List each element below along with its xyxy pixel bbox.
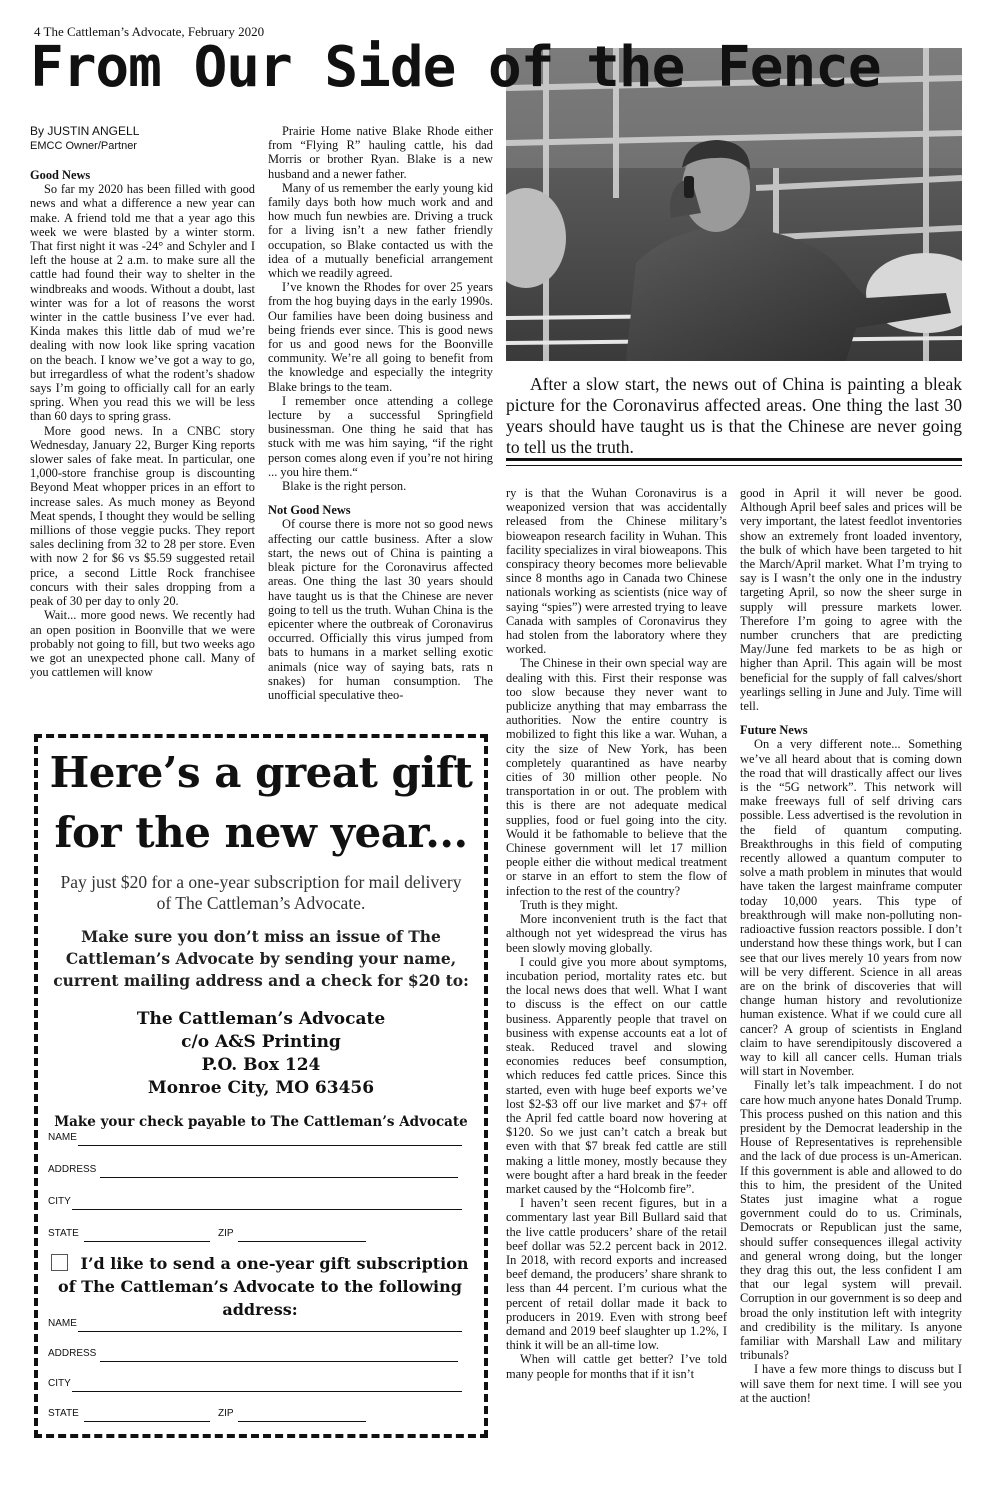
state-label: STATE <box>48 1228 79 1239</box>
paragraph: I remember once attending a college lecture by a successful Springfield businessman. One thing he said that has stuck with me was him saying, “if the right person comes along even if you’re not hiring ... you hire them.“ <box>268 393 493 479</box>
section-heading-not-good-news: Not Good News <box>268 503 351 518</box>
address-line-2: c/o A&S Printing <box>181 1032 341 1052</box>
ad-headline-line-2: for the new year... <box>54 808 468 857</box>
address-line <box>100 1177 458 1178</box>
caption-rule-thin <box>506 465 962 466</box>
ad-subheading: Pay just $20 for a one-year subscription for mail delivery of The Cattleman’s Advocate. <box>60 872 462 913</box>
gift-name-line <box>78 1331 462 1332</box>
ad-instructions: Make sure you don’t miss an issue of The Cattleman’s Advocate by sending your name, current mailing address and a check for $20 to: <box>53 927 469 990</box>
gift-state-label: STATE <box>48 1408 79 1419</box>
paragraph: I have a few more things to discuss but I will save them for next time. I will see you at the auction! <box>740 1362 962 1405</box>
paragraph: I could give you more about symptoms, incubation period, mortality rates etc. but the local news does that well. What I want to discuss is the effect on our cattle business. Apparently people that travel on business with expense accounts eat a lot of steak. Reduced travel and slowing economies reduces beef consumption, which reduces fed cattle prices. Since this started, even with huge beef exports we’ve lost $2-$3 off our live market and $7+ off the April fed cattle board now hovering at $120. So we just can’t catch a break but even with that $7 break fed cattle are still making a little money, mostly because they were bought after a hard break in the feeder market caused by the “Holcomb fire”. <box>506 954 727 1196</box>
paragraph: So far my 2020 has been filled with good news and what a difference a new year can make. A friend told me that a year ago this week we were blasted by a winter storm. That first night it was -24° and Schyler and I left the house at 2 a.m. to make sure all the cattle had found their way to shelter in the windbreaks and woods. Without a doubt, last winter was for a lot of reasons the worst winter in the cattle business I’ve ever had. Kinda makes this little dab of mud we’re dealing with now look like spring vacation on the beach. I know we’ve got a way to go, but irregardless of what the rodent’s shadow says I’m going to officially call for an early spring. When you read this we will be less than 60 days to spring grass. <box>30 182 255 424</box>
page-folio: 4 The Cattleman’s Advocate, February 2020 <box>34 24 265 39</box>
article-column-4 <box>740 486 962 1405</box>
paragraph: When will cattle get better? I’ve told many people for months that if it isn’t <box>506 1352 727 1381</box>
address-line-1: The Cattleman’s Advocate <box>136 1009 386 1029</box>
gift-checkbox[interactable] <box>51 1254 68 1271</box>
city-label: CITY <box>48 1196 71 1207</box>
paragraph: Many of us remember the early young kid family days both how much work and and how much fun newbies are. Driving a truck for a living isn’t a new father friendly occupation, so Blake contacted us with the idea of a mutually beneficial arrangement which we readily agreed. <box>268 180 493 281</box>
name-field[interactable] <box>48 1132 472 1148</box>
paragraph: ry is that the Wuhan Coronavirus is a weaponized version that was accidentally released from the Chinese military’s bioweapon research facility in Wuhan. This facility specializes in viral bioweapons. This conspiracy theory becomes more believable since 8 months ago in Canada two Chinese nationals working as scientists (nice way of saying “spies”) were arrested trying to leave Canada with samples of Coronavirus they had stolen from the laboratory where they worked. <box>506 486 727 657</box>
article-column-3 <box>506 486 727 1381</box>
photo-caption: After a slow start, the news out of China is painting a bleak picture for the Coronavirus affected areas. One thing the last 30 years should have taught us is that the Chinese are never going to tell us the truth. <box>506 374 962 457</box>
paragraph: I haven’t seen recent figures, but in a commentary last year Bill Bullard said that the live cattle producers’ share of the retail beef dollar was 52.2 percent back in 2012. In 2018, with record exports and increased beef demand, the producers’ share shrank to less than 44 percent. I’m curious what the percent of retail dollar made it back to producers in 2019. Even with strong beef demand and 2019 beef slaughter up 1.2%, I think it will be an all-time low. <box>506 1196 727 1353</box>
subscription-ad <box>34 734 488 1438</box>
gift-address-line <box>100 1361 458 1362</box>
state-line <box>84 1241 210 1242</box>
gift-line-2: of The Cattleman’s Advocate to the following address: <box>58 1277 462 1319</box>
payable-note: Make your check payable to The Cattleman’s Advocate <box>54 1114 468 1130</box>
zip-line <box>238 1241 366 1242</box>
paragraph: I’ve known the Rhodes for over 25 years from the hog buying days in the early 1990s. Our families have been doing business and being friends ever since. This is good news for us and good news for the Boonville community. We’re all going to benefit from the knowledge and especially the integrity Blake brings to the team. <box>268 280 493 394</box>
city-line <box>72 1209 462 1210</box>
city-field[interactable] <box>48 1196 472 1212</box>
article-column-1 <box>30 124 255 679</box>
headline: From Our Side of the Fence <box>30 35 881 100</box>
gift-address-label: ADDRESS <box>48 1348 97 1359</box>
address-field[interactable] <box>48 1164 472 1180</box>
paragraph: Prairie Home native Blake Rhode either from “Flying R” hauling cattle, his dad Morris or brother Ryan. Blake is a new husband and a newer father. <box>268 124 493 181</box>
address-label: ADDRESS <box>48 1164 97 1175</box>
gift-subscription-option[interactable] <box>48 1252 472 1321</box>
gift-name-field[interactable] <box>48 1318 472 1334</box>
byline-author: By JUSTIN ANGELL <box>30 124 140 138</box>
gift-city-line <box>72 1391 462 1392</box>
paragraph: On a very different note... Something we’ve all heard about that is coming down the road that will drastically affect our lives is the “5G network”. This network will make freeways full of self driving cars possible. Less advertised is the revolution in the field of quantum computing. Breakthroughs in this field of computing recently allowed a quantum computer to solve a math problem in minutes that would have taken the largest mainframe computer today 10,000 years. This type of breakthrough will make non-polluting non-radioactive fussion reactors possible. I don’t understand how these things work, but I can see that our lives merely 10 years from now will be very different. Science in all areas are on the brink of discoveries that will change human history and revolutionize human existence. What if we could cure all cancer? A group of scientists in England claim to have serendipitously discovered a way to kill all cancer cells. Human trials will start in November. <box>740 737 962 1079</box>
gift-city-field[interactable] <box>48 1378 472 1394</box>
gift-zip-line <box>238 1421 366 1422</box>
article-column-2 <box>268 124 493 702</box>
address-line-3: P.O. Box 124 <box>201 1055 321 1075</box>
section-heading-future-news: Future News <box>740 723 808 738</box>
paragraph: The Chinese in their own special way are dealing with this. First their response was too slow because they never want to publicize anything that may embarrass the authorities. Now the entire country is mobilized to fight this like a war. Wuhan, a city the size of New York, has been completely quarantined as have nearby cities of 30 million other people. No transportation in or out. The problem with this is there are not adequate medical supplies, food or fuel going into the city. Would it be fathomable to believe that the Chinese government will let 17 million people either die without medical treatment or starve in an effort to stem the flow of infection to the rest of the country? <box>506 656 727 898</box>
paragraph: Of course there is more not so good news affecting our cattle business. After a slow start, the news out of China is painting a bleak picture for the Coronavirus affected areas. One thing the last 30 years should have taught us is that the Chinese are never going to tell us the truth. Wuhan China is the epicenter where the outbreak of Coronavirus occurred. Officially this virus jumped from bats to humans in a market selling exotic animals (nice way of saying bats, rats n snakes) for human consumption. The unofficial speculative theo- <box>268 517 493 702</box>
paragraph: Finally let’s talk impeachment. I do not care how much anyone hates Donald Trump. This process pushed on this nation and this president by the Democrat leadership in the House of Representatives is reprehensible and the lack of due process is un-American. If this government is able and allowed to do this to him, the president of the United States just imagine what a rogue government could do to us. Criminals, Democrats or Republican just the same, should suffer consequences illegal activity and general wrong doing, but the longer they drag this out, the less confident I am that our legal system will prevail. Corruption in our government is so deep and broad the only institution left with integrity and credibility is the military. Is anyone familiar with Marshall Law and military tribunals? <box>740 1078 962 1363</box>
byline-title: EMCC Owner/Partner <box>30 140 137 152</box>
paragraph: Truth is they might. <box>520 897 618 912</box>
gift-state-line <box>84 1421 210 1422</box>
name-label: NAME <box>48 1132 77 1143</box>
paragraph: Blake is the right person. <box>282 479 407 494</box>
paragraph: More inconvenient truth is the fact that although not yet widespread the virus has been slowly moving globally. <box>506 912 727 955</box>
mailing-address <box>38 1008 484 1100</box>
section-heading-good-news: Good News <box>30 168 91 182</box>
address-line-4: Monroe City, MO 63456 <box>147 1078 375 1098</box>
gift-line-1: I’d like to send a one-year gift subscription <box>80 1254 469 1273</box>
caption-rule-thick <box>506 458 962 461</box>
byline <box>30 124 255 154</box>
name-line <box>78 1145 462 1146</box>
gift-name-label: NAME <box>48 1318 77 1329</box>
state-zip-field[interactable] <box>48 1228 472 1244</box>
gift-state-zip-field[interactable] <box>48 1408 472 1424</box>
gift-city-label: CITY <box>48 1378 71 1389</box>
paragraph: More good news. In a CNBC story Wednesday, January 22, Burger King reports slower sales of fake meat. In particular, one 1,000-store franchise group is discounting Beyond Meat whopper prices in an effort to increase sales. As much money as Beyond Meat spends, I thought they would be selling millions of those veggie pucks. They report sales declining from 32 to 28 per store. Even with now 2 for $6 vs $5.59 suggested retail price, a second Little Rock franchisee concurs with their sales dropping from a peak of 30 per day to only 20. <box>30 423 255 609</box>
paragraph: good in April it will never be good. Although April beef sales and prices will be very important, the latest feedlot inventories show an extremely front loaded inventory, the bulk of which have been targeted to hit the March/April market. What I’m trying to say is I wasn’t the only one in the industry targeting April, so now the sheer surge in supply will pressure markets lower. Therefore I’m going to agree with the number crunchers that are predicting May/June fed markets to be as high or higher than April. This again will be most beneficial for the supply of fall calves/short yearlings selling in June and July. Time will tell. <box>740 486 962 714</box>
gift-address-field[interactable] <box>48 1348 472 1364</box>
zip-label: ZIP <box>218 1228 234 1239</box>
gift-zip-label: ZIP <box>218 1408 234 1419</box>
paragraph: Wait... more good news. We recently had an open position in Boonville that we were probably not going to fill, but two weeks ago we got an unexpected phone call. Many of you cattlemen will know <box>30 608 255 680</box>
ad-headline-line-1: Here’s a great gift <box>49 748 473 797</box>
